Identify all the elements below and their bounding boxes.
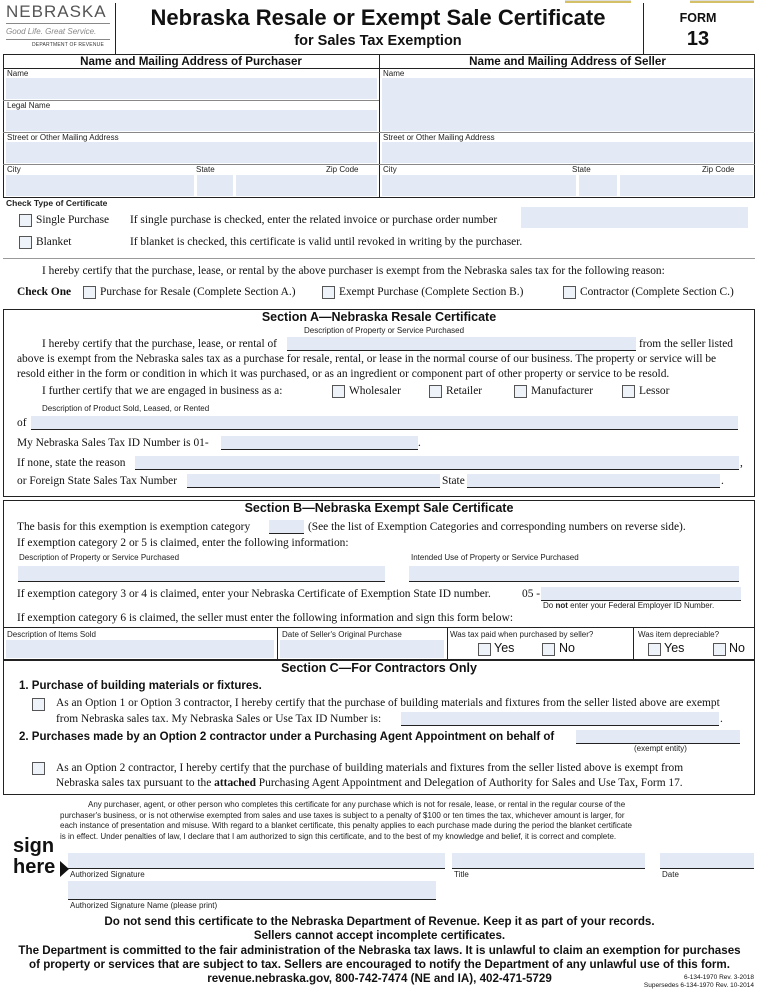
penalty-line-2: purchaser's business, or is not otherwise exempted from sales and use taxes is subject to a penalty of $100 or ten times the tax, whichever amount is larger, for — [60, 810, 625, 820]
certificate-type-heading: Check Type of Certificate — [6, 198, 108, 208]
exempt-checkbox[interactable] — [322, 286, 335, 299]
of-label: of — [17, 417, 27, 429]
section-c-h2: 2. Purchases made by an Option 2 contractor under a Purchasing Agent Appointment on behalf of — [19, 731, 555, 743]
form-divider — [643, 3, 644, 54]
rule — [3, 627, 755, 628]
p2-pre: Nebraska sales tax pursuant to the — [56, 777, 215, 789]
blanket-checkbox[interactable] — [19, 236, 32, 249]
no-fein-pre: Do — [543, 601, 556, 610]
purchaser-city-field[interactable] — [6, 175, 194, 196]
exemption-category-field[interactable] — [269, 520, 304, 534]
foreign-period: . — [721, 475, 724, 487]
rule — [3, 258, 755, 259]
penalty-line-1: Any purchaser, agent, or other person who completes this certificate for any purchase which is not for resale, lease, or rental in the regular course of the — [88, 800, 626, 809]
seller-name-field[interactable] — [382, 78, 753, 131]
foreign-label: or Foreign State Sales Tax Number — [17, 475, 178, 487]
rule — [3, 100, 379, 101]
revision-line-1: 6-134-1970 Rev. 3-2018 — [684, 974, 754, 981]
wholesaler-checkbox[interactable] — [332, 385, 345, 398]
purchaser-legal-name-field[interactable] — [6, 110, 377, 131]
resale-option-label: Purchase for Resale (Complete Section A.) — [100, 286, 296, 298]
single-purchase-label: Single Purchase — [36, 214, 110, 226]
purchaser-state-field[interactable] — [197, 175, 233, 196]
foreign-state-field[interactable] — [467, 474, 720, 488]
form-tab-2 — [690, 0, 754, 3]
purchaser-heading: Name and Mailing Address of Purchaser — [80, 55, 302, 68]
section-a-title: Section A—Nebraska Resale Certificate — [261, 310, 497, 324]
seller-city-field[interactable] — [382, 175, 576, 196]
blanket-note: If blanket is checked, this certificate is valid until revoked in writing by the purchaser. — [130, 236, 523, 248]
lessor-checkbox[interactable] — [622, 385, 635, 398]
items-sold-field[interactable] — [6, 640, 274, 658]
rule — [277, 627, 278, 660]
section-a-engaged: I further certify that we are engaged in business as a: — [42, 385, 283, 397]
section-c-p2-line1: As an Option 2 contractor, I hereby certify that the purchase of building materials and fixtures from the seller listed above is exempt from — [56, 762, 684, 774]
footer-line-3: The Department is committed to the fair administration of the Nebraska tax laws. It is unlawful to claim an exemption for purchases — [18, 944, 741, 957]
date-field[interactable] — [660, 853, 754, 868]
section-c-p2-line2 — [56, 777, 683, 789]
depreciable-yes-checkbox[interactable] — [648, 643, 661, 656]
blanket-label: Blanket — [36, 236, 72, 248]
address-middle-rule — [379, 54, 380, 198]
invoice-number-field[interactable] — [521, 207, 748, 228]
tax-id-field[interactable] — [221, 436, 418, 450]
form-label: FORM — [679, 11, 717, 25]
exempt-option-label: Exempt Purchase (Complete Section B.) — [339, 286, 524, 298]
section-c-title: Section C—For Contractors Only — [281, 661, 477, 675]
state-id-field[interactable] — [541, 587, 741, 601]
seller-name-label: Name — [383, 69, 405, 78]
printed-name-label: Authorized Signature Name (please print) — [70, 901, 218, 910]
revision-line-2: Supersedes 6-134-1970 Rev. 10-2014 — [643, 982, 754, 989]
resale-checkbox[interactable] — [83, 286, 96, 299]
seller-zip-field[interactable] — [620, 175, 753, 196]
no-fein-note — [543, 601, 714, 610]
rule — [379, 164, 755, 165]
seller-city-label: City — [383, 165, 397, 174]
depreciable-no-label: No — [729, 641, 745, 655]
footer-line-4: of property or services that are subject to tax. Sellers are encouraged to notify the Department of any unlawful use of this form. — [29, 958, 730, 971]
tax-id-period: . — [418, 437, 421, 449]
wholesaler-label: Wholesaler — [349, 385, 401, 397]
p2-bold: attached — [214, 777, 256, 789]
seller-state-field[interactable] — [579, 175, 617, 196]
foreign-number-field[interactable] — [187, 474, 440, 488]
title-label: Title — [454, 870, 469, 879]
contractor-checkbox[interactable] — [563, 286, 576, 299]
tax-paid-no-label: No — [559, 641, 575, 655]
basis-start: The basis for this exemption is exemption category — [17, 521, 251, 533]
page-subtitle: for Sales Tax Exemption — [294, 33, 462, 49]
section-a-line1-end: from the seller listed — [639, 338, 733, 350]
reason-comma: , — [740, 457, 743, 469]
logo-dept: DEPARTMENT OF REVENUE — [32, 42, 104, 48]
items-sold-label: Description of Items Sold — [7, 630, 96, 639]
purchaser-name-field[interactable] — [6, 78, 377, 99]
title-field[interactable] — [452, 853, 645, 868]
depreciable-no-checkbox[interactable] — [713, 643, 726, 656]
seller-street-label: Street or Other Mailing Address — [383, 133, 495, 142]
check-one-label: Check One — [17, 286, 72, 298]
tax-paid-yes-label: Yes — [494, 641, 515, 655]
rule — [452, 868, 645, 869]
date-label: Date — [662, 870, 679, 879]
penalty-statement — [60, 800, 759, 842]
rule — [3, 164, 379, 165]
option1-checkbox[interactable] — [32, 698, 45, 711]
header-divider — [115, 3, 116, 54]
section-b-use-field[interactable] — [409, 566, 739, 582]
logo-tagline: Good Life. Great Service. — [6, 27, 97, 36]
rule — [68, 868, 445, 869]
rule — [660, 868, 754, 869]
contractor-option-label: Contractor (Complete Section C.) — [580, 286, 734, 298]
single-purchase-note: If single purchase is checked, enter the related invoice or purchase order number — [130, 214, 498, 226]
footer-line-2: Sellers cannot accept incomplete certificates. — [253, 929, 506, 942]
footer-contact: revenue.nebraska.gov, 800-742-7474 (NE and IA), 402-471-5729 — [207, 972, 552, 985]
seller-state-label: State — [572, 165, 591, 174]
section-a-line1-start: I hereby certify that the purchase, lease, or rental of — [42, 338, 277, 350]
purchaser-street-field[interactable] — [6, 142, 377, 163]
certify-statement: I hereby certify that the purchase, lease, or rental by the above purchaser is exempt from the Nebraska sales tax for the following reason: — [42, 265, 665, 277]
foreign-state-label: State — [442, 475, 465, 487]
purchaser-state-label: State — [196, 165, 215, 174]
no-fein-bold: not — [555, 601, 568, 610]
section-b-use-label: Intended Use of Property or Service Purchased — [411, 553, 579, 562]
prefix-05: 05 - — [522, 588, 541, 600]
tax-id-label: My Nebraska Sales Tax ID Number is 01- — [17, 437, 209, 449]
logo-rule — [6, 39, 110, 40]
tax-paid-label: Was tax paid when purchased by seller? — [450, 630, 594, 639]
purchaser-legal-name-label: Legal Name — [7, 101, 51, 110]
purchaser-city-label: City — [7, 165, 21, 174]
section-a-desc-label: Description of Property or Service Purchased — [304, 326, 465, 335]
manufacturer-checkbox[interactable] — [514, 385, 527, 398]
if-none-label: If none, state the reason — [17, 457, 126, 469]
orig-date-field[interactable] — [280, 640, 444, 658]
cat6-line: If exemption category 6 is claimed, the seller must enter the following information and sign this form below: — [17, 612, 514, 624]
purchaser-name-label: Name — [7, 69, 29, 78]
rule — [447, 627, 448, 660]
exempt-entity-label: (exempt entity) — [634, 744, 687, 753]
logo-word: NEBRASKA — [6, 2, 107, 21]
product-label: Description of Product Sold, Leased, or Rented — [42, 404, 210, 413]
purchaser-zip-label: Zip Code — [326, 165, 359, 174]
seller-zip-label: Zip Code — [702, 165, 735, 174]
section-c-p1-line1: As an Option 1 or Option 3 contractor, I hereby certify that the purchase of building materials and fixtures from the seller listed above are exempt — [56, 697, 720, 709]
section-c-p1-line2: from Nebraska sales tax. My Nebraska Sales or Use Tax ID Number is: — [56, 713, 382, 725]
product-field[interactable] — [31, 416, 738, 430]
depreciable-label: Was item depreciable? — [638, 630, 720, 639]
retailer-checkbox[interactable] — [429, 385, 442, 398]
form-tab-1 — [565, 0, 631, 3]
manufacturer-label: Manufacturer — [531, 385, 593, 397]
penalty-line-3: each instance of presentation and misuse. With regard to a blanket certificate, this penalty applies to each purchase made during the period the blanket certificate — [60, 821, 632, 830]
cat25-line: If exemption category 2 or 5 is claimed, enter the following information: — [17, 537, 349, 549]
rule — [68, 899, 436, 900]
section-c-h1: 1. Purchase of building materials or fixtures. — [19, 680, 262, 692]
use-tax-period: . — [720, 713, 723, 725]
authorized-signature-label: Authorized Signature — [70, 870, 145, 879]
section-a-line3: resold either in the form or condition in which it was purchased, or as an ingredient or component part of other property or service to be resold. — [17, 368, 670, 380]
orig-date-label: Date of Seller's Original Purchase — [282, 630, 402, 639]
retailer-label: Retailer — [446, 385, 483, 397]
seller-street-field[interactable] — [382, 142, 753, 163]
no-fein-post: enter your Federal Employer ID Number. — [567, 601, 715, 610]
here-text: here — [13, 856, 56, 878]
seller-heading: Name and Mailing Address of Seller — [469, 55, 666, 68]
option2-checkbox[interactable] — [32, 762, 45, 775]
section-b-title: Section B—Nebraska Exempt Sale Certificate — [244, 501, 514, 515]
rule — [633, 627, 634, 660]
lessor-label: Lessor — [639, 385, 670, 397]
section-a-line2: above is exempt from the Nebraska sales tax as a purchase for resale, rental, or lease in the normal course of our business. The property or service will be — [17, 353, 717, 365]
purchaser-zip-field[interactable] — [236, 175, 377, 196]
form-number: 13 — [686, 28, 710, 50]
tax-paid-no-checkbox[interactable] — [542, 643, 555, 656]
exempt-entity-field[interactable] — [576, 730, 740, 744]
footer-line-1: Do not send this certificate to the Nebraska Department of Revenue. Keep it as part of your records. — [104, 915, 655, 928]
single-purchase-checkbox[interactable] — [19, 214, 32, 227]
purchaser-street-label: Street or Other Mailing Address — [7, 133, 119, 142]
authorized-signature-field[interactable] — [68, 853, 445, 868]
basis-end: (See the list of Exemption Categories and corresponding numbers on reverse side). — [308, 521, 686, 533]
logo — [4, 2, 114, 50]
penalty-line-4: is in effect. Under penalties of law, I declare that I am authorized to sign this certificate, and to the best of my knowledge and belief, it is correct and complete. — [60, 831, 617, 841]
depreciable-yes-label: Yes — [664, 641, 685, 655]
use-tax-id-field[interactable] — [401, 712, 719, 726]
tax-paid-yes-checkbox[interactable] — [478, 643, 491, 656]
section-b-desc-label: Description of Property or Service Purchased — [19, 553, 180, 562]
printed-name-field[interactable] — [68, 881, 436, 899]
cat34-line: If exemption category 3 or 4 is claimed, enter your Nebraska Certificate of Exemption State ID number. — [17, 588, 491, 600]
logo-underline — [6, 23, 110, 24]
sign-text: sign — [13, 835, 55, 857]
reason-field[interactable] — [135, 456, 739, 470]
section-b-desc-field[interactable] — [18, 566, 385, 582]
section-a-property-field[interactable] — [287, 337, 636, 351]
page-title: Nebraska Resale or Exempt Sale Certificate — [150, 5, 606, 30]
p2-post: Purchasing Agent Appointment and Delegation of Authority for Sales and Use Tax, Form 17. — [255, 777, 683, 789]
